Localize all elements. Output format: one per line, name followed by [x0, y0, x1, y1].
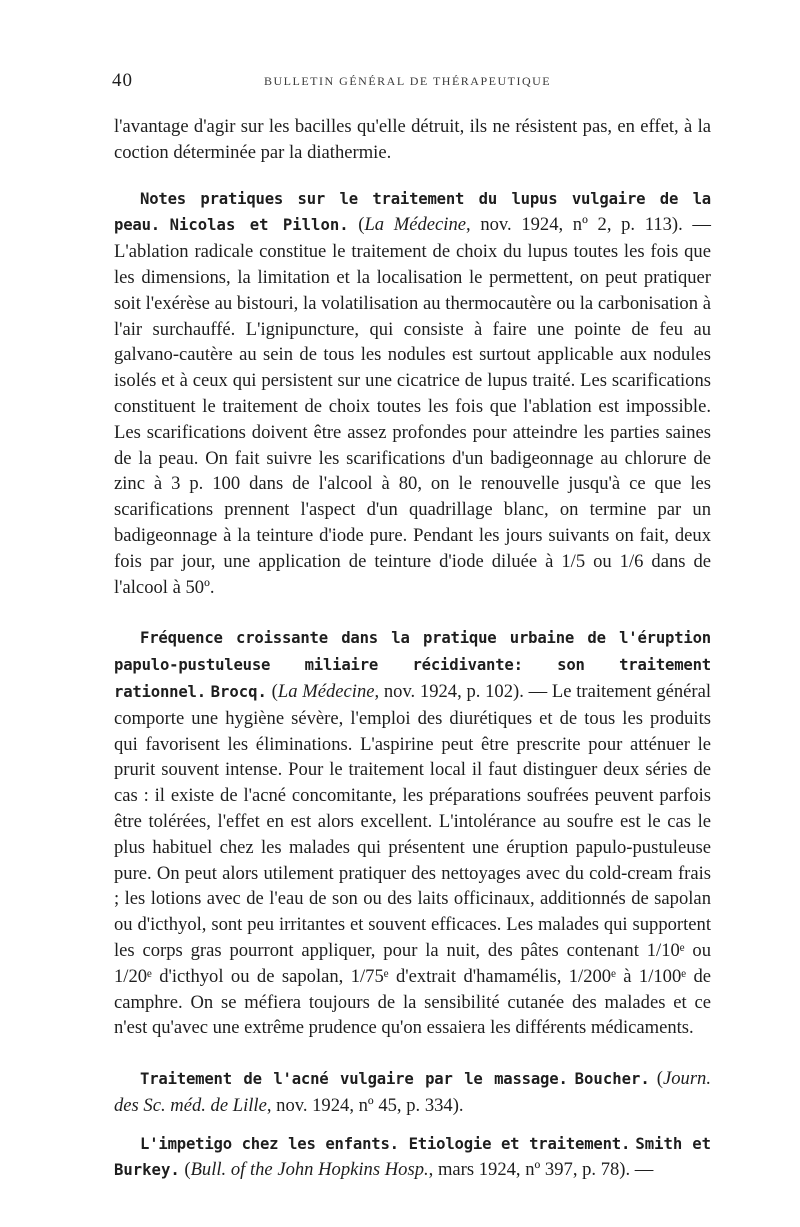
- citation-details: , nov. 1924, nº 2, p. 113). —: [466, 214, 712, 236]
- article-eruption: Fréquence croissante dans la pratique urbaine de l'éruption papulo-pustuleuse miliaire récidivante: son traitement rationnel. Brocq. (La Médecine, nov. 1924, p. 102). — Le traitement général comporte une hygiène sévère, l'emploi des diurétiques et de tous les produits qui favorisent les éliminations. L'aspirine peut être prescrite pour atténuer le prurit souvent intense. Pour le traitement local il faut distinguer deux séries de cas : il existe de l'acné concomitante, les préparations soufrées peuvent parfois être tolérées, l'effet en est alors excellent. L'intolérance au soufre est le cas le plus habituel chez les malades qui présentent une éruption papulo-pustuleuse pure. On peut alors utilement pratiquer des nettoyages avec du cold-cream frais ; les lotions avec de l'eau de son ou des laits officinaux, additionnés de sapolan ou d'icthyol, sont peu irritantes et souvent efficaces. Les malades qui supportent les corps gras pourront appliquer, pour la nuit, des pâtes contenant 1/10ᵉ ou 1/20ᵉ d'icthyol ou de sapolan, 1/75ᵉ d'extrait d'hamamélis, 1/200ᵉ à 1/100ᵉ de camphre. On se méfiera toujours de la sensibilité cutanée des malades et ce n'est qu'avec une extrême prudence qu'on essaiera les différents médicaments.: [114, 629, 712, 1039]
- article-authors: Boucher.: [574, 1070, 650, 1089]
- article-body: L'ablation radicale constitue le traitement de choix du lupus toutes les fois que les dimensions, la limitation et la localisation le permettent, on peut pratiquer soit l'exérèse au bistouri, la volatilisation au thermocautère ou la carbonisation à l'air surchauffé. L'ignipuncture, qui consiste à faire une pointe de feu au galvano-cautère au sein de tous les nodules est surtout applicable aux nodules isolés et à ceux qui persistent sur une cicatrice de lupus traité. Les scarifications constituent le traitement de choix toutes les fois que l'ablation est impossible. Les scarifications doivent être assez profondes pour atteindre les parties saines de la peau. On fait suivre les scarifications d'un badigeonnage au chlorure de zinc à 3 p. 100 dans de l'alcool à 80, on le renouvelle jusqu'à ce que les scarifications prennent l'aspect d'un quadrillage blanc, on termine par un badigeonnage à la teinture d'iode pure. Pendant les jours suivants on fait, deux fois par jour, une application de teinture d'iode diluée à 1/5 ou 1/6 dans de l'alcool à 50º.: [114, 241, 711, 598]
- running-title: BULLETIN GÉNÉRAL DE THÉRAPEUTIQUE: [264, 74, 552, 88]
- article-title: Notes pratiques sur le traitement du lupus vulgaire de la peau.: [114, 189, 711, 235]
- citation-details: , mars 1924, nº 397, p. 78). —: [428, 1159, 654, 1181]
- page: [114, 70, 711, 1184]
- journal-name: La Médecine: [364, 214, 467, 236]
- article-title: L'impetigo chez les enfants. Etiologie et traitement.: [140, 1134, 631, 1153]
- article-impetigo: L'impetigo chez les enfants. Etiologie et traitement. Smith et Burkey. (Bull. of the John Hopkins Hosp., mars 1924, nº 397, p. 78). —: [114, 1134, 711, 1181]
- article-title: Traitement de l'acné vulgaire par le massage.: [140, 1070, 568, 1089]
- continuation-paragraph: l'avantage d'agir sur les bacilles qu'elle détruit, ils ne résistent pas, en effet, à la coction déterminée par la diathermie.: [114, 116, 711, 163]
- journal-name: Journ. des Sc. méd. de Lille: [114, 1068, 711, 1116]
- article-body: Le traitement général comporte une hygiène sévère, l'emploi des diurétiques et de tous les produits qui favorisent les éliminations. L'aspirine peut être prescrite pour atténuer le prurit souvent intense. Pour le traitement local il faut distinguer deux séries de cas : il existe de l'acné concomitante, les préparations soufrées peuvent parfois être tolérées, l'effet en est alors excellent. L'intolérance au soufre est le cas le plus habituel chez les malades qui présentent une éruption papulo-pustuleuse pure. On peut alors utilement pratiquer des nettoyages avec du cold-cream frais ; les lotions avec de l'eau de son ou des laits officinaux, additionnés de sapolan ou d'icthyol, sont peu irritantes et souvent efficaces. Les malades qui supportent les corps gras pourront appliquer, pour la nuit, des pâtes contenant 1/10ᵉ ou 1/20ᵉ d'icthyol ou de sapolan, 1/75ᵉ d'extrait d'hamamélis, 1/200ᵉ à 1/100ᵉ de camphre. On se méfiera toujours de la sensibilité cutanée des malades et ce n'est qu'avec une extrême prudence qu'on essaiera les différents médicaments.: [114, 680, 712, 1039]
- article-authors: Nicolas et Pillon.: [169, 216, 349, 235]
- article-acne: Traitement de l'acné vulgaire par le massage. Boucher. (Journ. des Sc. méd. de Lille, nov. 1924, nº 45, p. 334).: [114, 1068, 711, 1116]
- journal-name: La Médecine: [277, 680, 375, 702]
- page-number: 40: [112, 70, 133, 91]
- article-authors: Brocq.: [210, 682, 267, 701]
- article-authors: Smith et Burkey.: [114, 1134, 711, 1180]
- citation-details: , nov. 1924, nº 45, p. 334).: [266, 1094, 464, 1116]
- journal-name: Bull. of the John Hopkins Hosp.: [190, 1159, 429, 1181]
- page-header: [114, 70, 711, 100]
- citation-details: , nov. 1924, p. 102). —: [374, 680, 548, 702]
- article-title: Fréquence croissante dans la pratique urbaine de l'éruption papulo-pustuleuse miliaire récidivante: son traitement rationnel.: [114, 629, 711, 701]
- article-lupus: Notes pratiques sur le traitement du lupus vulgaire de la peau. Nicolas et Pillon. (La Médecine, nov. 1924, nº 2, p. 113). — L'ablation radicale constitue le traitement de choix du lupus toutes les fois que les dimensions, la limitation et la localisation le permettent, on peut pratiquer soit l'exérèse au bistouri, la volatilisation au thermocautère ou la carbonisation à l'air surchauffé. L'ignipuncture, qui consiste à faire une pointe de feu au galvano-cautère au sein de tous les nodules est surtout applicable aux nodules isolés et à ceux qui persistent sur une cicatrice de lupus traité. Les scarifications constituent le traitement de choix toutes les fois que l'ablation est impossible. Les scarifications doivent être assez profondes pour atteindre les parties saines de la peau. On fait suivre les scarifications d'un badigeonnage au chlorure de zinc à 3 p. 100 dans de l'alcool à 80, on le renouvelle jusqu'à ce que les scarifications prennent l'aspect d'un quadrillage blanc, on termine par un badigeonnage à la teinture d'iode pure. Pendant les jours suivants on fait, deux fois par jour, une application de teinture d'iode diluée à 1/5 ou 1/6 dans de l'alcool à 50º.: [114, 189, 712, 598]
